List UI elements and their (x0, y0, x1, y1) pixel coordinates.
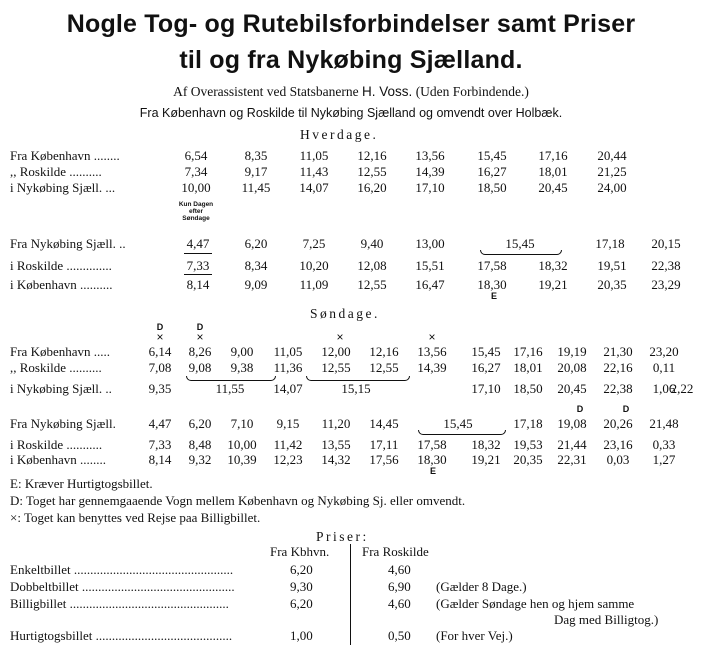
time-cell: 9,15 (276, 416, 300, 431)
time-cell: 16,27 (477, 164, 507, 179)
time-cell: 15,45 (477, 148, 507, 163)
time-cell: 11,43 (299, 164, 329, 179)
time-cell: 11,05 (273, 344, 303, 359)
time-cell: 19,21 (471, 452, 501, 467)
time-cell: 19,08 (557, 416, 587, 431)
sunday-heading: Søndage. (310, 306, 380, 321)
time-cell: 18,50 (513, 381, 543, 396)
time-cell: 20,08 (557, 360, 587, 375)
connection-brace (306, 376, 410, 381)
time-cell: 23,20 (649, 344, 679, 359)
time-cell: 7,33 (148, 437, 172, 452)
price-kbh: 1,00 (290, 628, 313, 643)
time-cell: 15,15 (341, 381, 371, 396)
time-cell: 20,44 (597, 148, 627, 163)
price-label: Hurtigtogsbillet .......................................... (10, 628, 233, 643)
legend-through-coach: D: Toget har gennemgaaende Vogn mellem København og Nykøbing Sj. eller omvendt. (10, 493, 466, 508)
row-label: Fra København ..... (10, 344, 111, 359)
title-line-1: Nogle Tog- og Rutebilsforbindelser samt Priser (66, 10, 636, 38)
time-cell: 17,11 (369, 437, 399, 452)
time-cell: 21,44 (557, 437, 587, 452)
time-cell: 20,35 (597, 277, 627, 292)
time-cell: 13,56 (417, 344, 447, 359)
row-label: ,, Roskilde .......... (10, 360, 102, 375)
through-coach-mark: D (196, 322, 204, 332)
time-cell: 8,35 (244, 148, 268, 163)
time-cell: 9,08 (188, 360, 212, 375)
row-label: i København .......... (10, 277, 113, 292)
time-cell: 17,10 (471, 381, 501, 396)
time-cell: 8,48 (188, 437, 212, 452)
subtitle: Af Overassistent ved Statsbanerne H. Voss. (Uden Forbindende.) (173, 84, 529, 99)
time-cell: 20,45 (538, 180, 568, 195)
time-cell: 17,18 (595, 236, 625, 251)
time-cell: 1,27 (652, 452, 676, 467)
time-cell: 13,56 (415, 148, 445, 163)
time-cell: 20,15 (651, 236, 681, 251)
time-cell: 21,25 (597, 164, 627, 179)
time-cell: 21,48 (649, 416, 679, 431)
time-cell: 22,38 (651, 258, 681, 273)
route-heading: Fra København og Roskilde til Nykøbing Sjælland og omvendt over Holbæk. (139, 106, 563, 120)
time-cell: 10,20 (299, 258, 329, 273)
time-cell: 14,32 (321, 452, 351, 467)
time-cell: 20,35 (513, 452, 543, 467)
time-cell: 11,09 (299, 277, 329, 292)
price-kbh: 6,20 (290, 596, 313, 611)
time-cell: 15,45 (443, 416, 473, 431)
time-cell: 17,58 (477, 258, 507, 273)
time-cell: 9,00 (230, 344, 254, 359)
row-label: i Nykøbing Sjæll. .. (10, 381, 112, 396)
time-cell: 17,16 (538, 148, 568, 163)
time-cell: 17,56 (369, 452, 399, 467)
time-cell: 16,20 (357, 180, 387, 195)
time-cell: 15,45 (505, 236, 535, 251)
time-cell: 10,00 (181, 180, 211, 195)
time-cell: 8,34 (244, 258, 268, 273)
time-cell: 15,45 (471, 344, 501, 359)
row-label: i Roskilde .............. (10, 258, 112, 273)
time-cell: 20,45 (557, 381, 587, 396)
through-coach-mark: D (576, 404, 584, 414)
time-cell: 18,01 (513, 360, 543, 375)
price-roskilde: 4,60 (388, 596, 411, 611)
time-cell: 9,35 (148, 381, 172, 396)
through-coach-mark: D (156, 322, 164, 332)
time-cell: 7,25 (302, 236, 326, 251)
time-cell: 18,32 (471, 437, 501, 452)
connection-brace (480, 250, 562, 255)
sunday-only-note: Kun Dagen efter Søndage (178, 201, 214, 222)
time-cell: 19,19 (557, 344, 587, 359)
connection-brace (186, 376, 276, 381)
time-cell: 17,10 (415, 180, 445, 195)
time-cell: 18,32 (538, 258, 568, 273)
time-cell: 14,45 (369, 416, 399, 431)
time-cell: 13,00 (415, 236, 445, 251)
time-cell: 12,00 (321, 344, 351, 359)
time-cell: 11,45 (241, 180, 271, 195)
time-cell: 12,08 (357, 258, 387, 273)
cheap-ticket-mark: × (336, 330, 344, 344)
time-cell: 19,51 (597, 258, 627, 273)
time-cell: 10,00 (227, 437, 257, 452)
time-cell: 12,55 (369, 360, 399, 375)
legend-cheap-ticket: ×: Toget kan benyttes ved Rejse paa Billigbillet. (10, 510, 261, 525)
cheap-ticket-mark: × (196, 330, 204, 344)
time-cell: 6,54 (184, 148, 208, 163)
time-cell: 9,32 (188, 452, 212, 467)
time-cell: 23,16 (603, 437, 633, 452)
time-cell: 14,39 (415, 164, 445, 179)
time-cell: 11,36 (273, 360, 303, 375)
time-cell: 7,34 (184, 164, 208, 179)
time-cell: 12,16 (357, 148, 387, 163)
price-roskilde: 6,90 (388, 579, 411, 594)
time-cell: 4,47 (186, 236, 210, 251)
row-label: ,, Roskilde .......... (10, 164, 102, 179)
time-cell: 14,39 (417, 360, 447, 375)
through-coach-mark: D (622, 404, 630, 414)
time-cell: 17,58 (417, 437, 447, 452)
cheap-ticket-mark: × (428, 330, 436, 344)
time-cell: 7,10 (230, 416, 254, 431)
price-note: (Gælder 8 Dage.) (436, 579, 527, 594)
time-cell: 18,01 (538, 164, 568, 179)
time-cell: 22,31 (557, 452, 587, 467)
time-cell: 12,16 (369, 344, 399, 359)
time-cell: 9,09 (244, 277, 268, 292)
time-cell: 12,55 (357, 164, 387, 179)
time-cell: 6,20 (188, 416, 212, 431)
time-cell: 11,55 (215, 381, 245, 396)
prices-heading: Priser: (316, 529, 369, 544)
time-cell: 0,03 (606, 452, 630, 467)
time-cell: 11,42 (273, 437, 303, 452)
time-cell: 6,20 (244, 236, 268, 251)
cheap-ticket-mark: × (156, 330, 164, 344)
time-cell: 8,14 (186, 277, 210, 292)
time-cell: 11,20 (321, 416, 351, 431)
price-kbh: 9,30 (290, 579, 313, 594)
time-cell: 18,30 (417, 452, 447, 467)
row-label: Fra Nykøbing Sjæll. .. (10, 236, 126, 251)
time-cell: 9,17 (244, 164, 268, 179)
time-cell: 7,08 (148, 360, 172, 375)
time-cell: 11,05 (299, 148, 329, 163)
time-cell: 19,21 (538, 277, 568, 292)
time-cell: 24,00 (597, 180, 627, 195)
row-label: i Nykøbing Sjæll. ... (10, 180, 116, 195)
time-cell: 13,55 (321, 437, 351, 452)
time-cell: 7,33 (186, 258, 210, 273)
time-cell: 14,07 (299, 180, 329, 195)
time-cell: 2,22 (670, 381, 694, 396)
title-line-2: til og fra Nykøbing Sjælland. (179, 46, 523, 74)
time-cell: 0,33 (652, 437, 676, 452)
time-cell: 18,30 (477, 277, 507, 292)
time-cell: 23,29 (651, 277, 681, 292)
underline (184, 274, 212, 275)
weekday-heading: Hverdage. (300, 127, 379, 142)
time-cell: 18,50 (477, 180, 507, 195)
time-cell: 12,55 (321, 360, 351, 375)
price-note-continued: Dag med Billigtog.) (554, 612, 659, 627)
time-cell: 20,26 (603, 416, 633, 431)
time-cell: 22,16 (603, 360, 633, 375)
row-label: i Roskilde ........... (10, 437, 103, 452)
col-header-kbh: Fra Kbhvn. (270, 544, 330, 559)
time-cell: 8,14 (148, 452, 172, 467)
time-cell: 4,47 (148, 416, 172, 431)
time-cell: 1,06 (652, 381, 676, 396)
time-cell: 17,16 (513, 344, 543, 359)
time-cell: 22,38 (603, 381, 633, 396)
time-cell: 16,47 (415, 277, 445, 292)
time-cell: 15,51 (415, 258, 445, 273)
time-cell: 6,14 (148, 344, 172, 359)
time-cell: 9,40 (360, 236, 384, 251)
express-mark: E (429, 466, 436, 476)
price-note: (For hver Vej.) (436, 628, 513, 643)
time-cell: 8,26 (188, 344, 212, 359)
price-note: (Gælder Søndage hen og hjem samme (436, 596, 635, 611)
legend-express: E: Kræver Hurtigtogsbillet. (10, 476, 153, 491)
price-roskilde: 4,60 (388, 562, 411, 577)
time-cell: 12,23 (273, 452, 303, 467)
time-cell: 21,30 (603, 344, 633, 359)
time-cell: 19,53 (513, 437, 543, 452)
time-cell: 9,38 (230, 360, 254, 375)
underline (184, 253, 212, 254)
time-cell: 0,11 (652, 360, 676, 375)
price-kbh: 6,20 (290, 562, 313, 577)
time-cell: 10,39 (227, 452, 257, 467)
time-cell: 14,07 (273, 381, 303, 396)
row-label: i København ........ (10, 452, 107, 467)
price-roskilde: 0,50 (388, 628, 411, 643)
price-label: Dobbeltbillet ............................................... (10, 579, 235, 594)
express-mark: E (490, 291, 497, 301)
time-cell: 17,18 (513, 416, 543, 431)
column-divider (350, 544, 351, 645)
row-label: Fra København ........ (10, 148, 120, 163)
col-header-roskilde: Fra Roskilde (362, 544, 429, 559)
row-label: Fra Nykøbing Sjæll. (10, 416, 116, 431)
connection-brace (418, 430, 506, 435)
price-label: Enkeltbillet ................................................. (10, 562, 234, 577)
price-label: Billigbillet ................................................. (10, 596, 229, 611)
time-cell: 12,55 (357, 277, 387, 292)
time-cell: 16,27 (471, 360, 501, 375)
